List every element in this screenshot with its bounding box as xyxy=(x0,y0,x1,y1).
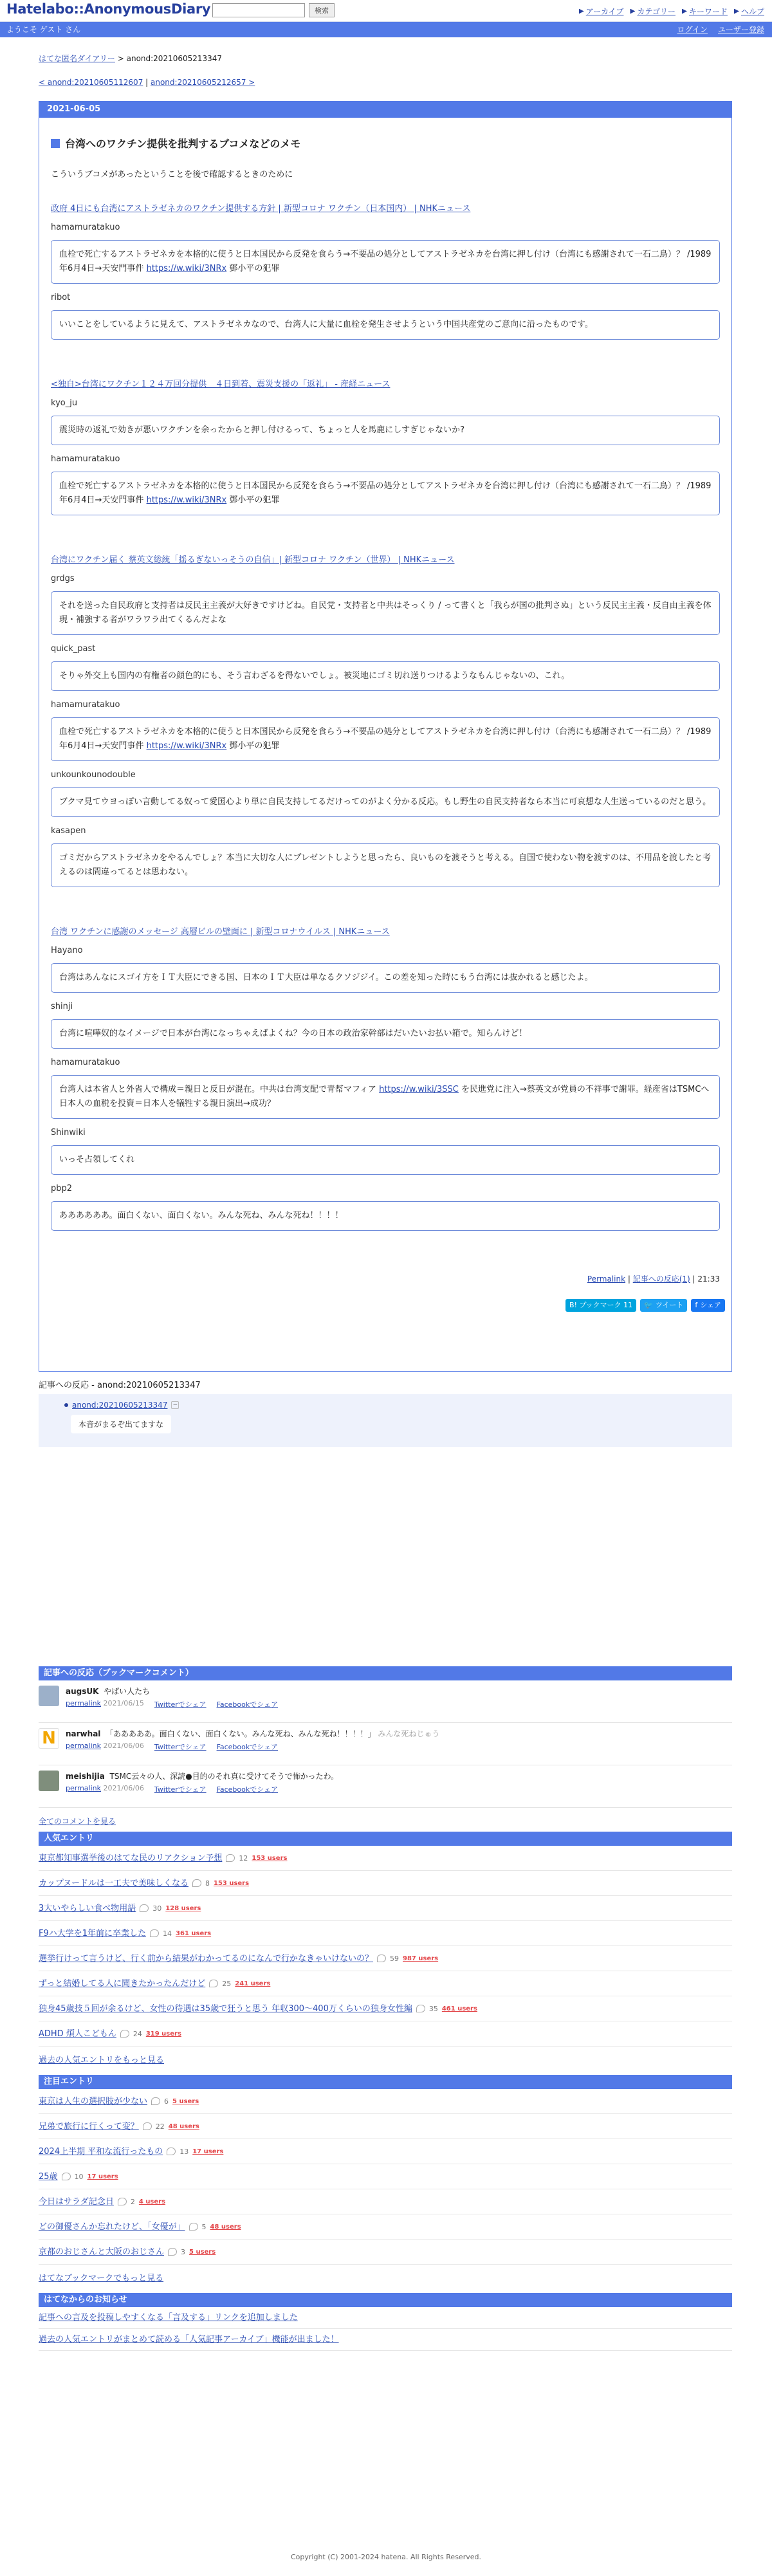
bookmark-title: 記事への反応（ブックマークコメント） xyxy=(39,1666,732,1680)
entry-box xyxy=(39,101,732,1372)
bullet-icon xyxy=(64,1403,68,1407)
entry-list-item xyxy=(39,2021,732,2047)
wiki-link[interactable]: https://w.wiki/3NRx xyxy=(146,495,227,505)
comment-bubble-icon xyxy=(167,2148,176,2155)
arrow-right-icon xyxy=(682,9,687,14)
quote-comment: ああああああ。面白くない、面白くない。みんな死ね、みんな死ね！！！！ xyxy=(51,1201,720,1231)
comment-count: 13 xyxy=(179,2147,189,2156)
entry-list-link[interactable]: ADHD 煩人こどもん xyxy=(39,2029,116,2039)
entry-list-item xyxy=(39,2189,732,2214)
bookmark-date: 2021/06/06 xyxy=(103,1784,144,1792)
bookmark-date: 2021/06/15 xyxy=(103,1699,144,1707)
entry-time: | 21:33 xyxy=(690,1274,720,1283)
facebook-share-button[interactable]: f シェア xyxy=(691,1299,725,1312)
footer: Copyright (C) 2001-2024 hatena. All Rights Reserved. xyxy=(291,2553,481,2561)
bookmark-users-badge[interactable]: 461 users xyxy=(441,2005,477,2012)
prev-entry-link[interactable]: < anond:20210605112607 xyxy=(39,78,143,87)
bookmark-permalink[interactable]: permalink xyxy=(66,1742,101,1750)
bookmark-users-badge[interactable]: 17 users xyxy=(87,2173,118,2180)
archive-link[interactable]: アーカイブ xyxy=(579,6,624,17)
twitter-share-link[interactable]: Twitterでシェア xyxy=(154,1785,207,1794)
news-link[interactable]: 政府 4日にも台湾にアストラゼネカのワクチン提供する方針 | 新型コロナ ワクチン（日本国内） | NHKニュース xyxy=(51,204,471,214)
comment-bubble-icon xyxy=(140,1904,149,1912)
comment-count: 30 xyxy=(152,1904,162,1913)
quote-comment: 震災時の返礼で効きが悪いワクチンを余ったからと押し付けるって、ちょっと人を馬鹿にしすぎじゃないか? xyxy=(51,416,720,445)
entry-list-item xyxy=(39,1921,732,1946)
entry-list-link[interactable]: F9ハ大学を1年前に卒業した xyxy=(39,1928,147,1938)
quote-user: hamamuratakuo xyxy=(51,1058,120,1067)
entry-section-3 xyxy=(51,553,720,887)
facebook-share-link[interactable]: Facebookでシェア xyxy=(216,1785,279,1794)
entry-list-link[interactable]: 独身45歳技５回が余るけど、女性の待遇は35歳で狂うと思う 年収300〜400万くらいの独身女性編 xyxy=(39,2003,412,2014)
entry-list-item xyxy=(39,1871,732,1896)
quote-comment: ゴミだからアストラゼネカをやるんでしょ？本当に大切な人にプレゼントしようと思ったら、良いものを渡そうと考える。自国で使わない物を渡すのは、不用品を渡したと考えるのは間違ってるとは思わない。 xyxy=(51,843,720,887)
quote-user: quick_past xyxy=(51,644,96,654)
entry-section-1 xyxy=(51,201,720,340)
comment-count: 35 xyxy=(428,2004,438,2013)
arrow-right-icon xyxy=(579,9,584,14)
see-all-comments-link[interactable]: 全てのコメントを見る xyxy=(39,1817,116,1826)
entry-list-item xyxy=(39,2139,732,2164)
twitter-icon: 🐦 xyxy=(644,1301,653,1309)
bookmark-users-badge[interactable]: 361 users xyxy=(176,1929,212,1937)
quote-comment: 台湾はあんなにスゴイ方をＩＴ大臣にできる国、日本のＩＴ大臣は単なるクソジジイ。この差を知った時にもう台湾には抜かれると感じたよ。 xyxy=(51,963,720,993)
twitter-share-link[interactable]: Twitterでシェア xyxy=(154,1743,207,1751)
news-link[interactable]: 台湾にワクチン届く 蔡英文総統「揺るぎないっそうの自信」| 新型コロナ ワクチン（世界） | NHKニュース xyxy=(51,555,455,565)
comment-bubble-icon xyxy=(62,2173,71,2180)
comment-count: 3 xyxy=(181,2247,186,2256)
quote-user: Shinwiki xyxy=(51,1128,86,1137)
bookmark-date: 2021/06/06 xyxy=(103,1742,144,1750)
comment-bubble-icon xyxy=(377,1955,386,1962)
comment-bubble-icon xyxy=(150,1929,159,1937)
entry-list-link[interactable]: 2024上半期 平和な流行ったもの xyxy=(39,2146,163,2157)
bookmark-item xyxy=(39,1723,732,1765)
entry-list-item xyxy=(39,1971,732,1996)
entry-list-item xyxy=(39,2240,732,2265)
site-logo[interactable]: Hatelabo::AnonymousDiary xyxy=(6,1,211,17)
entry-section-4 xyxy=(51,925,720,1231)
response-item xyxy=(64,1401,706,1410)
welcome-bar xyxy=(0,22,772,37)
reaction-link[interactable]: 記事への反応(1) xyxy=(632,1274,690,1283)
avatar[interactable]: N xyxy=(39,1728,59,1749)
quote-comment: 台湾人は本省人と外省人で構成＝親日と反日が混在。中共は台湾支配で青幇マフィア https://w.wiki/3SSC を民進党に注入→蔡英文が党員の不祥事で謝罪。経産省はTSMCへ日本人の血税を投資＝日本人を犠牲する親日演出→成功？ xyxy=(51,1075,720,1119)
response-header: 記事への反応 - anond:20210605213347 xyxy=(39,1381,201,1390)
quote-comment: 台湾に喧嘩奴的なイメージで日本が台湾になっちゃえばよくね？今の日本の政治家幹部はだいたいお払い箱で。知らんけど！ xyxy=(51,1019,720,1049)
facebook-share-link[interactable]: Facebookでシェア xyxy=(216,1743,279,1751)
breadcrumb: はてな匿名ダイアリー > anond:20210605213347 xyxy=(39,54,223,63)
entry-list-link[interactable]: 25歳 xyxy=(39,2171,58,2182)
login-link[interactable]: ログイン xyxy=(677,25,708,34)
response-snippet: 本音がまるぞ出てますな xyxy=(71,1415,171,1433)
next-entry-link[interactable]: anond:20210605212657 > xyxy=(151,78,255,87)
quote-user: Hayano xyxy=(51,946,83,955)
search-button[interactable]: 検索 xyxy=(309,3,335,17)
square-icon xyxy=(51,139,60,148)
breadcrumb-current: anond:20210605213347 xyxy=(126,54,223,63)
comment-bubble-icon xyxy=(143,2122,152,2130)
bookmark-users-badge[interactable]: 241 users xyxy=(235,1980,271,1987)
popular-more-link[interactable]: 過去の人気エントリをもっと見る xyxy=(39,2056,165,2065)
quote-comment: そりゃ外交上も国内の有権者の顔色的にも、そう言わざるを得ないでしょ。被災地にゴミ切れ送りつけるようなもんじゃないの、これ。 xyxy=(51,661,720,691)
comment-bubble-icon xyxy=(416,2005,425,2012)
tweet-button[interactable]: 🐦 ツイート xyxy=(640,1299,687,1312)
popular-title: 人気エントリ xyxy=(39,1832,732,1846)
comment-count: 25 xyxy=(222,1979,232,1988)
breadcrumb-home[interactable]: はてな匿名ダイアリー xyxy=(39,54,115,63)
entry-list-item xyxy=(39,2214,732,2240)
response-box xyxy=(39,1394,732,1447)
entry-footer: Permalink | 記事への反応(1) | 21:33 xyxy=(587,1274,720,1283)
entry-date: 2021-06-05 xyxy=(39,101,731,118)
day-nav: < anond:20210605112607 | anond:20210605212657 > xyxy=(39,78,255,87)
comment-count: 6 xyxy=(164,2097,169,2106)
share-row xyxy=(565,1299,725,1312)
entry-list-item xyxy=(39,1996,732,2021)
featured-more-link[interactable]: はてなブックマークでもっと見る xyxy=(39,2274,164,2283)
entry-list-link[interactable]: どの御優さんか忘れたけど、「女優が」 xyxy=(39,2222,185,2232)
bookmark-user[interactable]: meishijia xyxy=(66,1772,105,1781)
quote-comment: 血栓で死亡するアストラゼネカを本格的に使うと日本国民から反発を食らう→不要品の処分としてアストラゼネカを台湾に押し付け（台湾にも感謝されて一石二鳥）？ /1989年6月4日→天安門事件 https://w.wiki/3NRx 鄧小平の犯罪 xyxy=(51,240,720,284)
entry-list-link[interactable]: 今日はサラダ記念日 xyxy=(39,2196,114,2207)
wiki-link[interactable]: https://w.wiki/3NRx xyxy=(146,741,227,751)
quote-user: grdgs xyxy=(51,574,75,584)
bookmark-users-badge[interactable]: 4 users xyxy=(138,2198,166,2205)
avatar[interactable] xyxy=(39,1686,59,1706)
quote-user: hamamuratakuo xyxy=(51,223,120,232)
entry-list-item xyxy=(39,2164,732,2189)
bookmark-users-badge[interactable]: 5 users xyxy=(172,2097,199,2105)
bookmark-user[interactable]: augsUK xyxy=(66,1687,99,1696)
comment-count: 14 xyxy=(163,1929,172,1938)
entry-title: 台湾へのワクチン提供を批判するブコメなどのメモ xyxy=(51,136,720,151)
comment-count: 59 xyxy=(390,1954,400,1963)
comment-count: 24 xyxy=(133,2029,142,2038)
quote-comment: いいことをしているように見えて、アストラゼネカなので、台湾人に大量に血栓を発生させようという中国共産党のご意向に沿ったものです。 xyxy=(51,310,720,340)
bookmark-users-badge[interactable]: 48 users xyxy=(210,2223,241,2231)
notice-item[interactable]: 記事への言及を投稿しやすくなる「言及する」リンクを追加しました xyxy=(39,2307,732,2329)
quote-user: kyo_ju xyxy=(51,398,78,408)
comment-bubble-icon xyxy=(226,1854,235,1862)
twitter-share-link[interactable]: Twitterでシェア xyxy=(154,1700,207,1709)
comment-count: 5 xyxy=(201,2222,207,2231)
comment-bubble-icon xyxy=(151,2097,160,2105)
response-link[interactable]: anond:20210605213347 xyxy=(72,1401,168,1410)
entry-list-link[interactable]: 兄弟で旅行に行くって変？ xyxy=(39,2121,139,2131)
avatar[interactable] xyxy=(39,1771,59,1791)
bookmark-permalink[interactable]: permalink xyxy=(66,1699,101,1707)
bookmark-users-badge[interactable]: 128 users xyxy=(165,1904,201,1912)
bookmark-item xyxy=(39,1680,732,1723)
entry-list-item xyxy=(39,2089,732,2114)
facebook-icon: f xyxy=(695,1301,698,1309)
notice-item[interactable]: 過去の人気エントリがまとめて読める「人気記事アーカイブ」機能が出ました！ xyxy=(39,2329,732,2351)
bookmark-tags: みんな死ねじゅう xyxy=(378,1729,440,1738)
entry-section-2 xyxy=(51,377,720,515)
comment-count: 22 xyxy=(155,2122,165,2131)
news-link[interactable]: 台湾 ワクチンに感謝のメッセージ 高層ビルの壁面に | 新型コロナウイルス | NHKニュース xyxy=(51,927,390,937)
bookmark-users-badge[interactable]: 153 users xyxy=(213,1879,250,1887)
category-link[interactable]: カテゴリー xyxy=(630,6,676,17)
comment-bubble-icon xyxy=(118,2198,127,2205)
bookmark-section xyxy=(39,1666,732,2351)
comment-bubble-icon xyxy=(192,1879,201,1887)
notices-title: はてなからのお知らせ xyxy=(39,2293,732,2307)
bookmark-users-badge[interactable]: 17 users xyxy=(192,2148,224,2155)
bookmark-button[interactable]: B! ブックマーク 11 xyxy=(565,1299,636,1312)
collapse-icon[interactable]: − xyxy=(171,1401,179,1409)
main-content xyxy=(39,37,732,1447)
header-links xyxy=(579,6,764,17)
comment-bubble-icon xyxy=(189,2223,198,2231)
bookmark-users-badge[interactable]: 48 users xyxy=(168,2122,199,2130)
bookmark-users-badge[interactable]: 319 users xyxy=(145,2030,181,2038)
entry-list-item xyxy=(39,2114,732,2139)
bookmark-permalink[interactable]: permalink xyxy=(66,1784,101,1792)
wiki-link[interactable]: https://w.wiki/3NRx xyxy=(146,264,227,273)
quote-user: ribot xyxy=(51,293,71,302)
permalink[interactable]: Permalink xyxy=(587,1274,626,1283)
quote-user: kasapen xyxy=(51,826,86,836)
facebook-share-link[interactable]: Facebookでシェア xyxy=(216,1700,279,1709)
comment-bubble-icon xyxy=(209,1980,218,1987)
entry-list-link[interactable]: 3大いやらしい食べ物用語 xyxy=(39,1903,136,1913)
bookmark-users-badge[interactable]: 987 users xyxy=(403,1955,439,1962)
entry-list-item xyxy=(39,1896,732,1921)
comment-count: 8 xyxy=(205,1879,210,1888)
help-link[interactable]: ヘルプ xyxy=(734,6,764,17)
entry-list-link[interactable]: カップヌードルは一工夫で美味しくなる xyxy=(39,1878,188,1888)
entry-list-link[interactable]: 選挙行けって言うけど、行く前から結果がわかってるのになんで行かなきゃいけないの？ xyxy=(39,1953,374,1964)
comment-count: 10 xyxy=(74,2172,84,2181)
bookmark-comment: TSMC云々の人、深読●目的のそれ真に受けてそうで怖かったわ。 xyxy=(109,1772,339,1781)
search-input[interactable] xyxy=(212,3,305,17)
quote-user: hamamuratakuo xyxy=(51,454,120,464)
wiki-link[interactable]: https://w.wiki/3SSC xyxy=(379,1085,459,1094)
quote-comment: 血栓で死亡するアストラゼネカを本格的に使うと日本国民から反発を食らう→不要品の処分としてアストラゼネカを台湾に押し付け（台湾にも感謝されて一石二鳥）？ /1989年6月4日→天安門事件 https://w.wiki/3NRx 鄧小平の犯罪 xyxy=(51,717,720,761)
register-link[interactable]: ユーザー登録 xyxy=(717,25,764,34)
bookmark-item xyxy=(39,1765,732,1808)
comment-bubble-icon xyxy=(168,2248,177,2256)
header-bar xyxy=(0,0,772,22)
bookmark-comment: 「あああああ。面白くない、面白くない。みんな死ね、みんな死ね！！！！」 xyxy=(106,1729,376,1738)
bookmark-comment: やばい人たち xyxy=(104,1687,151,1696)
welcome-text: ようこそ ゲスト さん xyxy=(6,25,81,34)
entry-lead: こういうブコメがあったということを後で確認するときのために xyxy=(51,170,293,179)
entry-list-link[interactable]: 東京は人生の選択肢が少ない xyxy=(39,2096,148,2106)
quote-comment: ブクマ見てウヨっぽい言動してる奴って愛国心より単に自民支持してるだけってのがよく分かる反応。もし野生の自民支持者なら本当に可哀想な人生送っているのだと思う。 xyxy=(51,787,720,817)
keyword-link[interactable]: キーワード xyxy=(682,6,728,17)
bookmark-user[interactable]: narwhal xyxy=(66,1729,101,1738)
news-link[interactable]: <独自>台湾にワクチン１２４万回分提供 ４日到着、震災支援の「返礼」 - 産経ニュース xyxy=(51,380,391,389)
popular-list xyxy=(39,1846,732,2047)
entry-list-item xyxy=(39,1846,732,1871)
bookmark-users-badge[interactable]: 153 users xyxy=(252,1854,288,1862)
entry-list-item xyxy=(39,1946,732,1971)
quote-user: unkounkounodouble xyxy=(51,770,136,780)
comment-bubble-icon xyxy=(120,2030,129,2038)
bookmark-users-badge[interactable]: 5 users xyxy=(189,2248,216,2256)
featured-title: 注目エントリ xyxy=(39,2075,732,2089)
entry-list-link[interactable]: 京都のおじさんと大阪のおじさん xyxy=(39,2247,165,2257)
quote-user: pbp2 xyxy=(51,1184,73,1193)
quote-user: shinji xyxy=(51,1002,73,1011)
featured-list xyxy=(39,2089,732,2265)
arrow-right-icon xyxy=(630,9,635,14)
entry-list-link[interactable]: ずっと結婚してる人に聞きたかったんだけど xyxy=(39,1978,206,1989)
entry-list-link[interactable]: 東京都知事選挙後のはてな民のリアクション予想 xyxy=(39,1853,223,1863)
quote-user: hamamuratakuo xyxy=(51,700,120,710)
quote-comment: それを送った自民政府と支持者は反民主主義が大好きですけどね。自民党・支持者と中共はそっくり / って書くと「我らが国の批判さぬ」という反民主主義・反自由主義を体現・補強する者がワラワラ出てくるんだよな xyxy=(51,591,720,635)
arrow-right-icon xyxy=(734,9,739,14)
comment-count: 2 xyxy=(130,2197,135,2206)
quote-comment: いっそ占領してくれ xyxy=(51,1145,720,1175)
quote-comment: 血栓で死亡するアストラゼネカを本格的に使うと日本国民から反発を食らう→不要品の処分としてアストラゼネカを台湾に押し付け（台湾にも感謝されて一石二鳥）？ /1989年6月4日→天安門事件 https://w.wiki/3NRx 鄧小平の犯罪 xyxy=(51,472,720,515)
comment-count: 12 xyxy=(239,1854,248,1863)
